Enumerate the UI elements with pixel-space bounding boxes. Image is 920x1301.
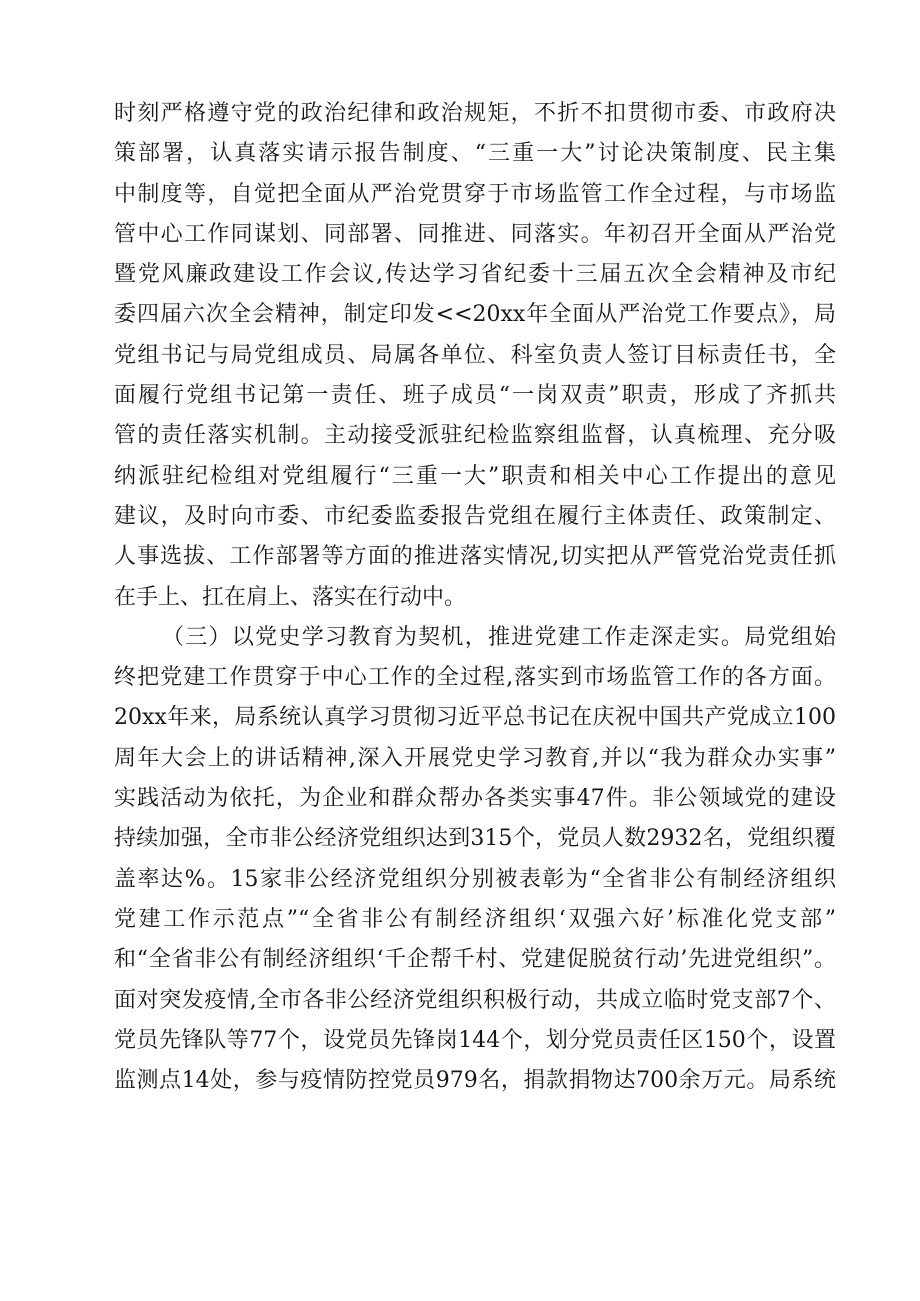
text-line: 在手上、扛在肩上、落实在行动中。 [114, 584, 467, 610]
text-line: 20xx年来，局系统认真学习贯彻习近平总书记在庆祝中国共产党成立100 [114, 705, 836, 731]
text-line: 策部署，认真落实请示报告制度、“三重一大”讨论决策制度、民主集 [114, 141, 836, 167]
text-line: 实践活动为依托，为企业和群众帮办各类实事47件。非公领域党的建设 [114, 786, 836, 812]
text-line: 面履行党组书记第一责任、班子成员“一岗双责”职责，形成了齐抓共 [114, 383, 836, 409]
text-line: 管的责任落实机制。主动接受派驻纪检监察组监督，认真梳理、充分吸 [114, 423, 836, 449]
text-line: 时刻严格遵守党的政治纪律和政治规矩，不折不扣贯彻市委、市政府决 [114, 101, 836, 126]
text-line: 和“全省非公有制经济组织‘千企帮千村、党建促脱贫行动’先进党组织”。 [114, 947, 836, 973]
text-line: 党员先锋队等77个，设党员先锋岗144个，划分党员责任区150个，设置 [114, 1027, 836, 1053]
text-line: 暨党风廉政建设工作会议,传达学习省纪委十三届五次全会精神及市纪 [114, 262, 836, 288]
paragraph-1 [114, 94, 836, 618]
text-line: 人事选拔、工作部署等方面的推进落实情况,切实把从严管党治党责任抓 [114, 544, 836, 570]
text-line: 终把党建工作贯穿于中心工作的全过程,落实到市场监管工作的各方面。 [114, 665, 836, 691]
paragraph-2 [114, 618, 836, 1102]
text-line: 党建工作示范点”“全省非公有制经济组织‘双强六好’标准化党支部” [114, 906, 836, 932]
text-line: 建议，及时向市委、市纪委监委报告党组在履行主体责任、政策制定、 [114, 503, 836, 529]
text-line: 盖率达%。15家非公经济党组织分别被表彰为“全省非公有制经济组织 [114, 866, 836, 892]
text-line: 面对突发疫情,全市各非公经济党组织积极行动，共成立临时党支部7个、 [114, 987, 836, 1013]
text-line: 周年大会上的讲话精神,深入开展党史学习教育,并以“我为群众办实事” [114, 745, 836, 771]
text-line: 纳派驻纪检组对党组履行“三重一大”职责和相关中心工作提出的意见 [114, 463, 836, 489]
text-line: 党组书记与局党组成员、局属各单位、科室负责人签订目标责任书，全 [114, 342, 836, 368]
text-line: 持续加强，全市非公经济党组织达到315个，党员人数2932名，党组织覆 [114, 826, 836, 852]
text-line: 委四届六次全会精神，制定印发<<20xx年全面从严治党工作要点》，局 [114, 302, 836, 328]
text-line: 监测点14处，参与疫情防控党员979名，捐款捐物达700余万元。局系统 [114, 1068, 836, 1094]
text-line: 中制度等，自觉把全面从严治党贯穿于市场监管工作全过程，与市场监 [114, 181, 836, 207]
text-line: 管中心工作同谋划、同部署、同推进、同落实。年初召开全面从严治党 [114, 221, 836, 247]
section-heading-line: （三）以党史学习教育为契机，推进党建工作走深走实。局党组始 [162, 624, 836, 650]
document-body [114, 94, 836, 1101]
